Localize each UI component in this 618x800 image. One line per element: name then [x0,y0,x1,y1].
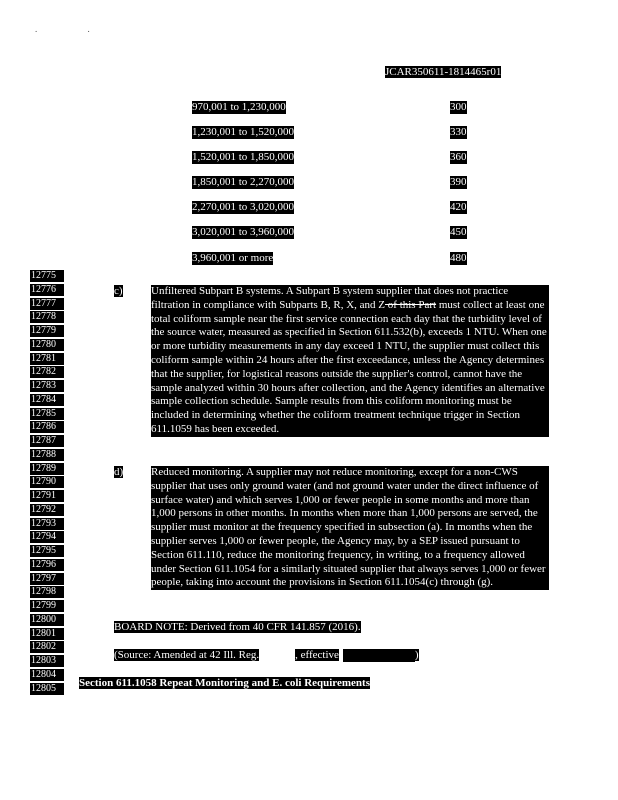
line-number: 12802 [30,641,64,653]
table-cell-count: 360 [450,151,467,163]
table-cell-count: 300 [450,101,467,113]
board-note-text: BOARD NOTE: Derived from 40 CFR 141.857 (2016). [114,621,361,633]
line-number: 12781 [30,353,64,365]
line-number: 12775 [30,270,64,282]
section-d-text: Reduced monitoring. A supplier may not reduce monitoring, except for a non-CWS supplier that uses only ground water (and not ground water under the direct influence of surface water) and which serves 1,000 or fewer people in some months and more than 1,000 persons in other months. In months when more than 1,000 persons are served, the supplier must monitor at the frequency specified in subsection (a). In months when the supplier serves 1,000 or fewer people, the Agency may, by a SEP issued pursuant to Section 611.110, reduce the monitoring frequency, in writing, to a frequency allowed under Section 611.1054 for a similarly situated supplier that always serves 1,000 or fewer people, taking into account the provisions in Section 611.1054(c) through (g). [151,466,546,589]
line-number: 12801 [30,628,64,640]
source-blank-date [259,649,295,662]
line-number: 12780 [30,339,64,351]
line-number: 12793 [30,518,64,530]
table-cell-range: 3,960,001 or more [192,252,274,264]
line-number: 12776 [30,284,64,296]
scan-specks: . . [35,24,114,34]
table-cell-count: 330 [450,126,467,138]
section-d-marker-text: d) [114,466,124,478]
table-cell-range: 1,850,001 to 2,270,000 [192,176,295,188]
source-blank-effective [343,649,415,662]
table-row [192,252,472,265]
header-code-text: JCAR350611-1814465r01 [385,66,502,78]
document-header-code [385,66,501,79]
section-c-text-after: must collect at least one total coliform sample near the first service connection each day that the turbidity level of the source water, measured as specified in Section 611.532(b), exceeds 1 NTU. When one or more turbidity measurements in any day exceed 1 NTU, the supplier must collect this coliform sample within 24 hours after the first exceedance, unless the Agency determines that the supplier, for logistical reasons outside the supplier's control, cannot have the sample analyzed within 30 hours after collection, and the Agency identifies an alternative sample collection schedule. Sample results from this coliform monitoring must be included in determining whether the coliform treatment technique trigger in Section 611.1059 has been exceeded. [151,298,547,435]
line-number: 12783 [30,380,64,392]
line-number: 12779 [30,325,64,337]
line-number: 12795 [30,545,64,557]
line-number: 12796 [30,559,64,571]
table-row [192,201,472,214]
table-row [192,176,472,189]
line-number: 12787 [30,435,64,447]
line-number: 12798 [30,586,64,598]
line-number: 12784 [30,394,64,406]
table-cell-count: 480 [450,252,467,264]
line-number: 12788 [30,449,64,461]
line-number: 12790 [30,476,64,488]
table-row [192,226,472,239]
line-number: 12789 [30,463,64,475]
line-number: 12785 [30,408,64,420]
section-d-marker [114,466,123,480]
section-c-marker [114,285,123,299]
table-cell-range: 970,001 to 1,230,000 [192,101,286,113]
table-cell-range: 3,020,001 to 3,960,000 [192,226,295,238]
source-line [114,649,419,662]
board-note [114,621,361,634]
section-c-marker-text: c) [114,285,123,297]
table-cell-count: 390 [450,176,467,188]
table-cell-count: 450 [450,226,467,238]
source-prefix: (Source: Amended at 42 Ill. Reg. [114,649,260,662]
section-c-text-before: Unfiltered Subpart B systems. A Subpart B system supplier that does not practice filtration in compliance with Subparts B, R, X, and Z [151,285,509,311]
section-heading-text: Section 611.1058 Repeat Monitoring and E. coli Requirements [79,677,370,689]
table-row [192,101,472,114]
line-number: 12792 [30,504,64,516]
line-number: 12778 [30,311,64,323]
line-number: 12794 [30,531,64,543]
source-suffix: ) [414,649,419,662]
line-number: 12797 [30,573,64,585]
table-row [192,126,472,139]
line-number: 12803 [30,655,64,667]
line-number: 12791 [30,490,64,502]
line-number: 12777 [30,298,64,310]
table-cell-range: 1,520,001 to 1,850,000 [192,151,295,163]
table-row [192,151,472,164]
line-number: 12800 [30,614,64,626]
section-heading [79,677,370,690]
section-d-paragraph [151,466,549,590]
section-c-paragraph [151,285,549,437]
section-c-struck-text: of this Part [385,298,437,311]
line-number: 12786 [30,421,64,433]
line-number: 12782 [30,366,64,378]
source-middle: , effective [295,649,339,662]
line-number: 12805 [30,683,64,695]
table-cell-range: 1,230,001 to 1,520,000 [192,126,295,138]
line-number: 12804 [30,669,64,681]
line-number: 12799 [30,600,64,612]
table-cell-count: 420 [450,201,467,213]
table-cell-range: 2,270,001 to 3,020,000 [192,201,295,213]
